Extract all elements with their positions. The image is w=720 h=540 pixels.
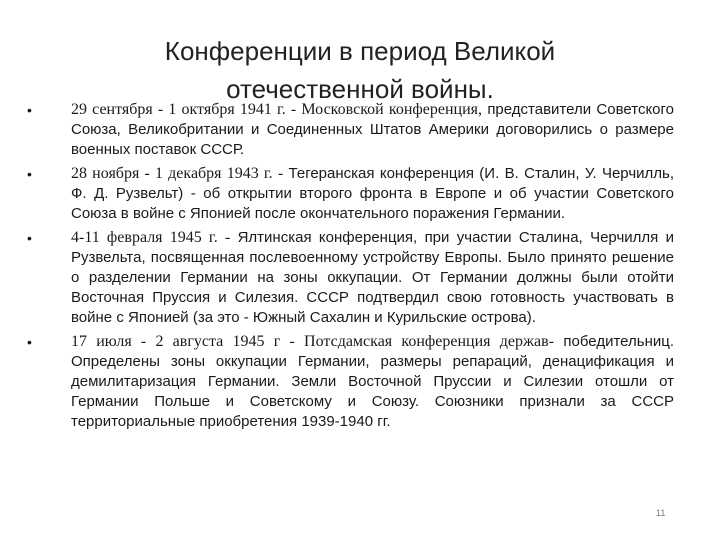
title-line-1: Конференции в период Великой	[164, 36, 556, 66]
bullet-date: 4-11 февраля 1945 г. -	[71, 229, 231, 246]
page-number: 11	[656, 508, 666, 518]
bullet-item	[24, 164, 674, 224]
bullet-dot-icon: •	[27, 334, 32, 350]
bullet-date: 29 сентября - 1 октября 1941 г. - Московской конференция,	[71, 101, 482, 118]
bullet-item	[24, 228, 674, 328]
bullet-date: 17 июля - 2 августа 1945 г - Потсдамская конференция держав-	[71, 333, 555, 350]
bullet-item	[24, 100, 674, 160]
bullet-text: победительниц. Определены зоны оккупации Германии, размеры репараций, денацификация и демилитаризация Германии. Земли Восточной Пруссии и Силезии отошли от Германии Польше и Советскому и Союзу. Союзники признали за СССР территориальные приобретения 1939-1940 гг.	[71, 333, 674, 430]
bullet-text: Ялтинская конференция, при участии Сталина, Черчилля и Рузвельта, посвященная послевоенному устройству Европы. Было принято решение о разделении Германии на зоны оккупации. От Германии должны были отойти Восточная Пруссия и Силезия. СССР подтвердил свою готовность участвовать в войне с Японией (за это - Южный Сахалин и Курильские острова).	[71, 229, 675, 326]
bullet-dot-icon: •	[27, 166, 32, 182]
bullet-item	[24, 332, 674, 432]
bullet-text: представители Советского Союза, Великобритании и Соединенных Штатов Америки договорились о размере военных поставок СССР.	[71, 101, 674, 158]
bullet-dot-icon: •	[27, 230, 32, 246]
bullet-date: 28 ноября - 1 декабря 1943 г. -	[71, 165, 284, 182]
bullet-text: Тегеранская конференция (И. В. Сталин, У. Черчилль, Ф. Д. Рузвельт) - об открытии второго фронта в Европе и об участии Советского Союза в войне с Японией после окончательного поражения Германии.	[71, 165, 675, 222]
bullet-list	[24, 100, 674, 436]
title-line-2: отечественной войны.	[226, 74, 494, 104]
slide-title	[90, 32, 630, 108]
bullet-dot-icon: •	[27, 102, 32, 118]
